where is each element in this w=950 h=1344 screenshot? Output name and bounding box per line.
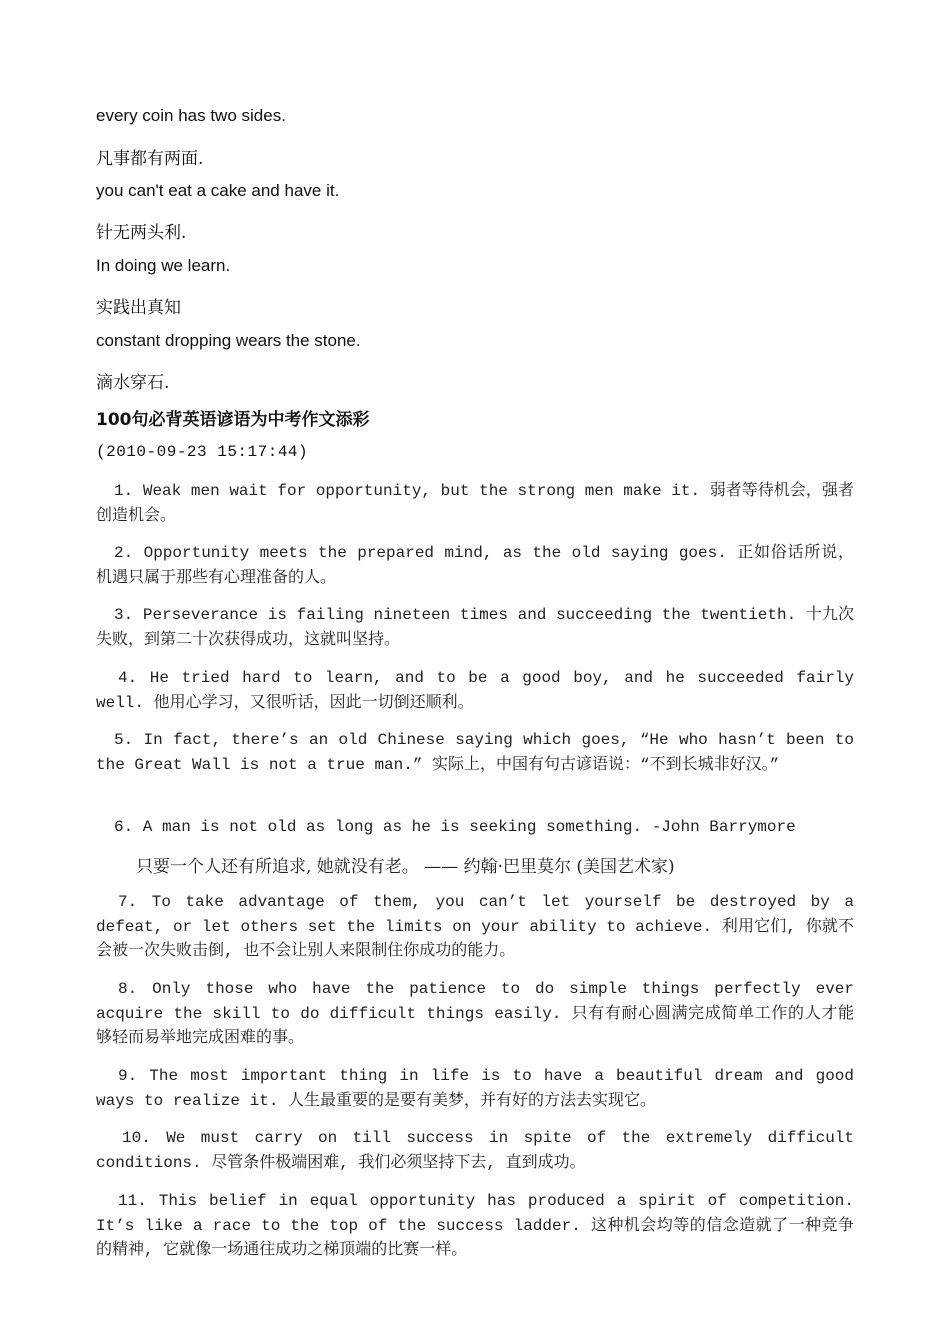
proverb-zh-2: 针无两头利. xyxy=(96,223,187,243)
list-item-11: 11. This belief in equal opportunity has produced a spirit of competition. It’s like a race to the top of the success ladder. 这种机会均等的信念造就了一种竞争的精神, 它就像一场通往成功之梯顶端的比赛一样。 xyxy=(96,1192,854,1259)
list-item-2: 2. Opportunity meets the prepared mind, as the old saying goes. 正如俗话所说，机遇只属于那些有心理准备的人。 xyxy=(96,544,854,587)
list-item-6: 6. A man is not old as long as he is seeking something. -John Barrymore xyxy=(114,818,796,836)
proverb-en-4: constant dropping wears the stone. xyxy=(96,331,361,350)
proverb-en-1: every coin has two sides. xyxy=(96,106,286,125)
proverb-zh-3: 实践出真知 xyxy=(96,298,181,318)
list-item-4: 4. He tried hard to learn, and to be a good boy, and he succeeded fairly well. 他用心学习，又很听话，因此一切倒还顺利。 xyxy=(96,669,854,712)
list-item-9: 9. The most important thing in life is to have a beautiful dream and good ways to realize it. 人生最重要的是要有美梦，并有好的方法去实现它。 xyxy=(96,1067,854,1110)
proverb-en-2: you can't eat a cake and have it. xyxy=(96,181,340,200)
list-item-7: 7. To take advantage of them, you can’t let yourself be destroyed by a defeat, or let others set the limits on your ability to achieve. 利用它们, 你就不会被一次失败击倒, 也不会让别人来限制住你成功的能力。 xyxy=(96,893,854,960)
list-item-1: 1. Weak men wait for opportunity, but the strong men make it. 弱者等待机会，强者创造机会。 xyxy=(96,482,854,525)
list-item-3: 3. Perseverance is failing nineteen times and succeeding the twentieth. 十九次失败，到第二十次获得成功，这就叫坚持。 xyxy=(96,606,854,649)
article-title: 100句必背英语谚语为中考作文添彩 xyxy=(96,410,370,430)
proverb-zh-4: 滴水穿石. xyxy=(96,373,170,393)
list-item-10: 10. We must carry on till success in spite of the extremely difficult conditions. 尽管条件极端困难, 我们必须坚持下去, 直到成功。 xyxy=(96,1129,854,1172)
proverb-zh-1: 凡事都有两面. xyxy=(96,149,204,169)
proverb-en-3: In doing we learn. xyxy=(96,256,231,275)
list-item-6-translation: 只要一个人还有所追求, 她就没有老。 —— 约翰·巴里莫尔 (美国艺术家) xyxy=(136,857,675,877)
article-date: (2010-09-23 15:17:44) xyxy=(96,443,309,461)
list-item-5: 5. In fact, there’s an old Chinese saying which goes, “He who hasn’t been to the Great Wall is not a true man.” 实际上，中国有句古谚语说：“不到长城非好汉。” xyxy=(96,731,854,774)
list-item-8: 8. Only those who have the patience to do simple things perfectly ever acquire the skill to do difficult things easily. 只有有耐心圆满完成简单工作的人才能够轻而易举地完成困难的事。 xyxy=(96,980,854,1047)
